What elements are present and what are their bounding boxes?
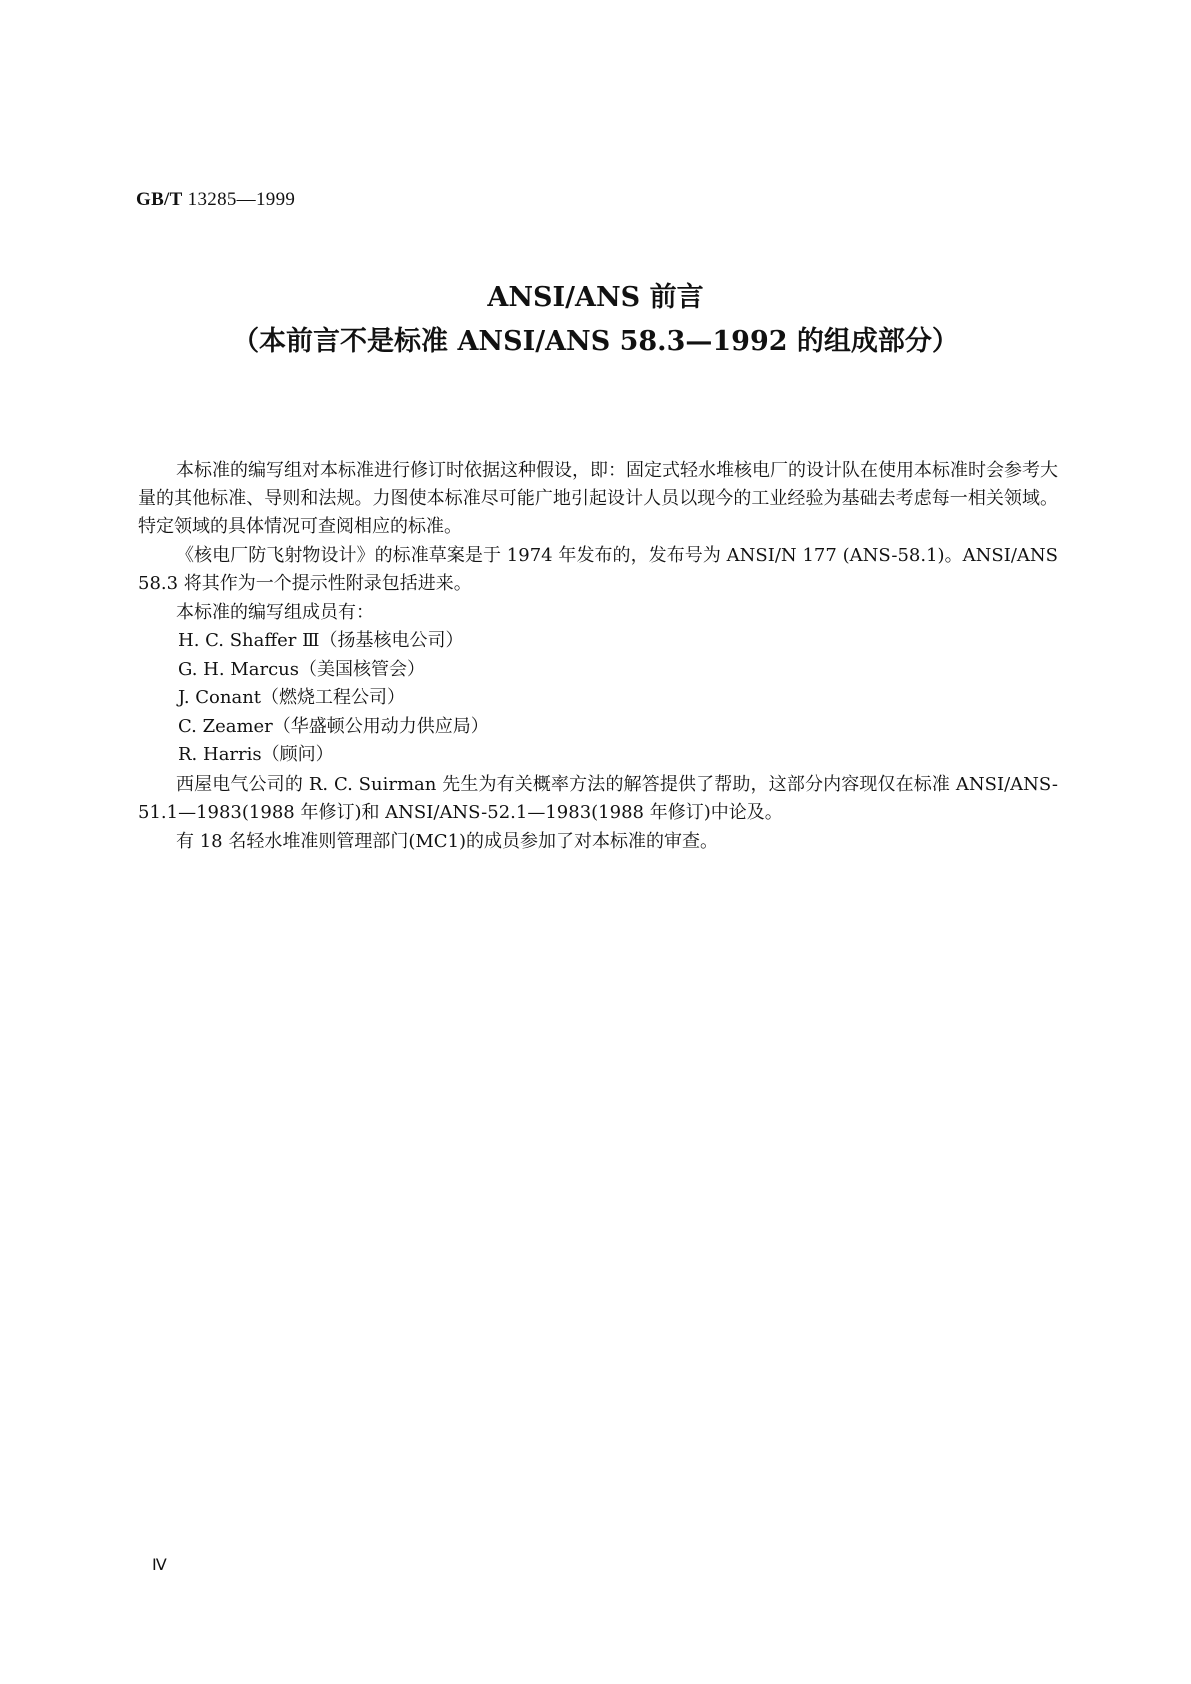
member-item: G. H. Marcus（美国核管会） xyxy=(178,658,425,680)
member-item: R. Harris（顾问） xyxy=(178,744,334,765)
paragraph-intro: 本标准的编写组对本标准进行修订时依据这种假设，即：固定式轻水堆核电厂的设计队在使用本标准时会参考大量的其他标准、导则和法规。力图使本标准尽可能广地引起设计人员以现今的工业经验为基础去考虑每一相关领域。特定领域的具体情况可查阅相应的标准。 xyxy=(138,460,1058,537)
paragraph-history: 《核电厂防飞射物设计》的标准草案是于 1974 年发布的，发布号为 ANSI/N 177 (ANS-58.1)。ANSI/ANS 58.3 将其作为一个提示性附录包括进来。 xyxy=(138,545,1058,594)
standard-code-number: 13285—1999 xyxy=(187,189,296,210)
member-item: J. Conant（燃烧工程公司） xyxy=(178,687,406,708)
standard-code-header xyxy=(136,189,295,211)
page-title xyxy=(0,276,1191,364)
paragraph-review: 有 18 名轻水堆准则管理部门(MC1)的成员参加了对本标准的审查。 xyxy=(176,830,719,852)
body-text xyxy=(138,457,1058,856)
member-item: H. C. Shaffer Ⅲ（扬基核电公司） xyxy=(178,630,464,651)
standard-code-prefix: GB/T xyxy=(136,189,183,210)
member-item: C. Zeamer（华盛顿公用动力供应局） xyxy=(178,715,489,737)
paragraph-members-heading: 本标准的编写组成员有： xyxy=(176,602,374,623)
title-main: ANSI/ANS 前言 xyxy=(487,282,704,313)
page-number: Ⅳ xyxy=(152,1557,167,1574)
title-subtitle: （本前言不是标准 ANSI/ANS 58.3—1992 的组成部分） xyxy=(232,326,959,357)
paragraph-acknowledgement: 西屋电气公司的 R. C. Suirman 先生为有关概率方法的解答提供了帮助，这部分内容现仅在标准 ANSI/ANS-51.1—1983(1988 年修订)和 ANSI/ANS-52.1—1983(1988 年修订)中论及。 xyxy=(138,773,1058,823)
